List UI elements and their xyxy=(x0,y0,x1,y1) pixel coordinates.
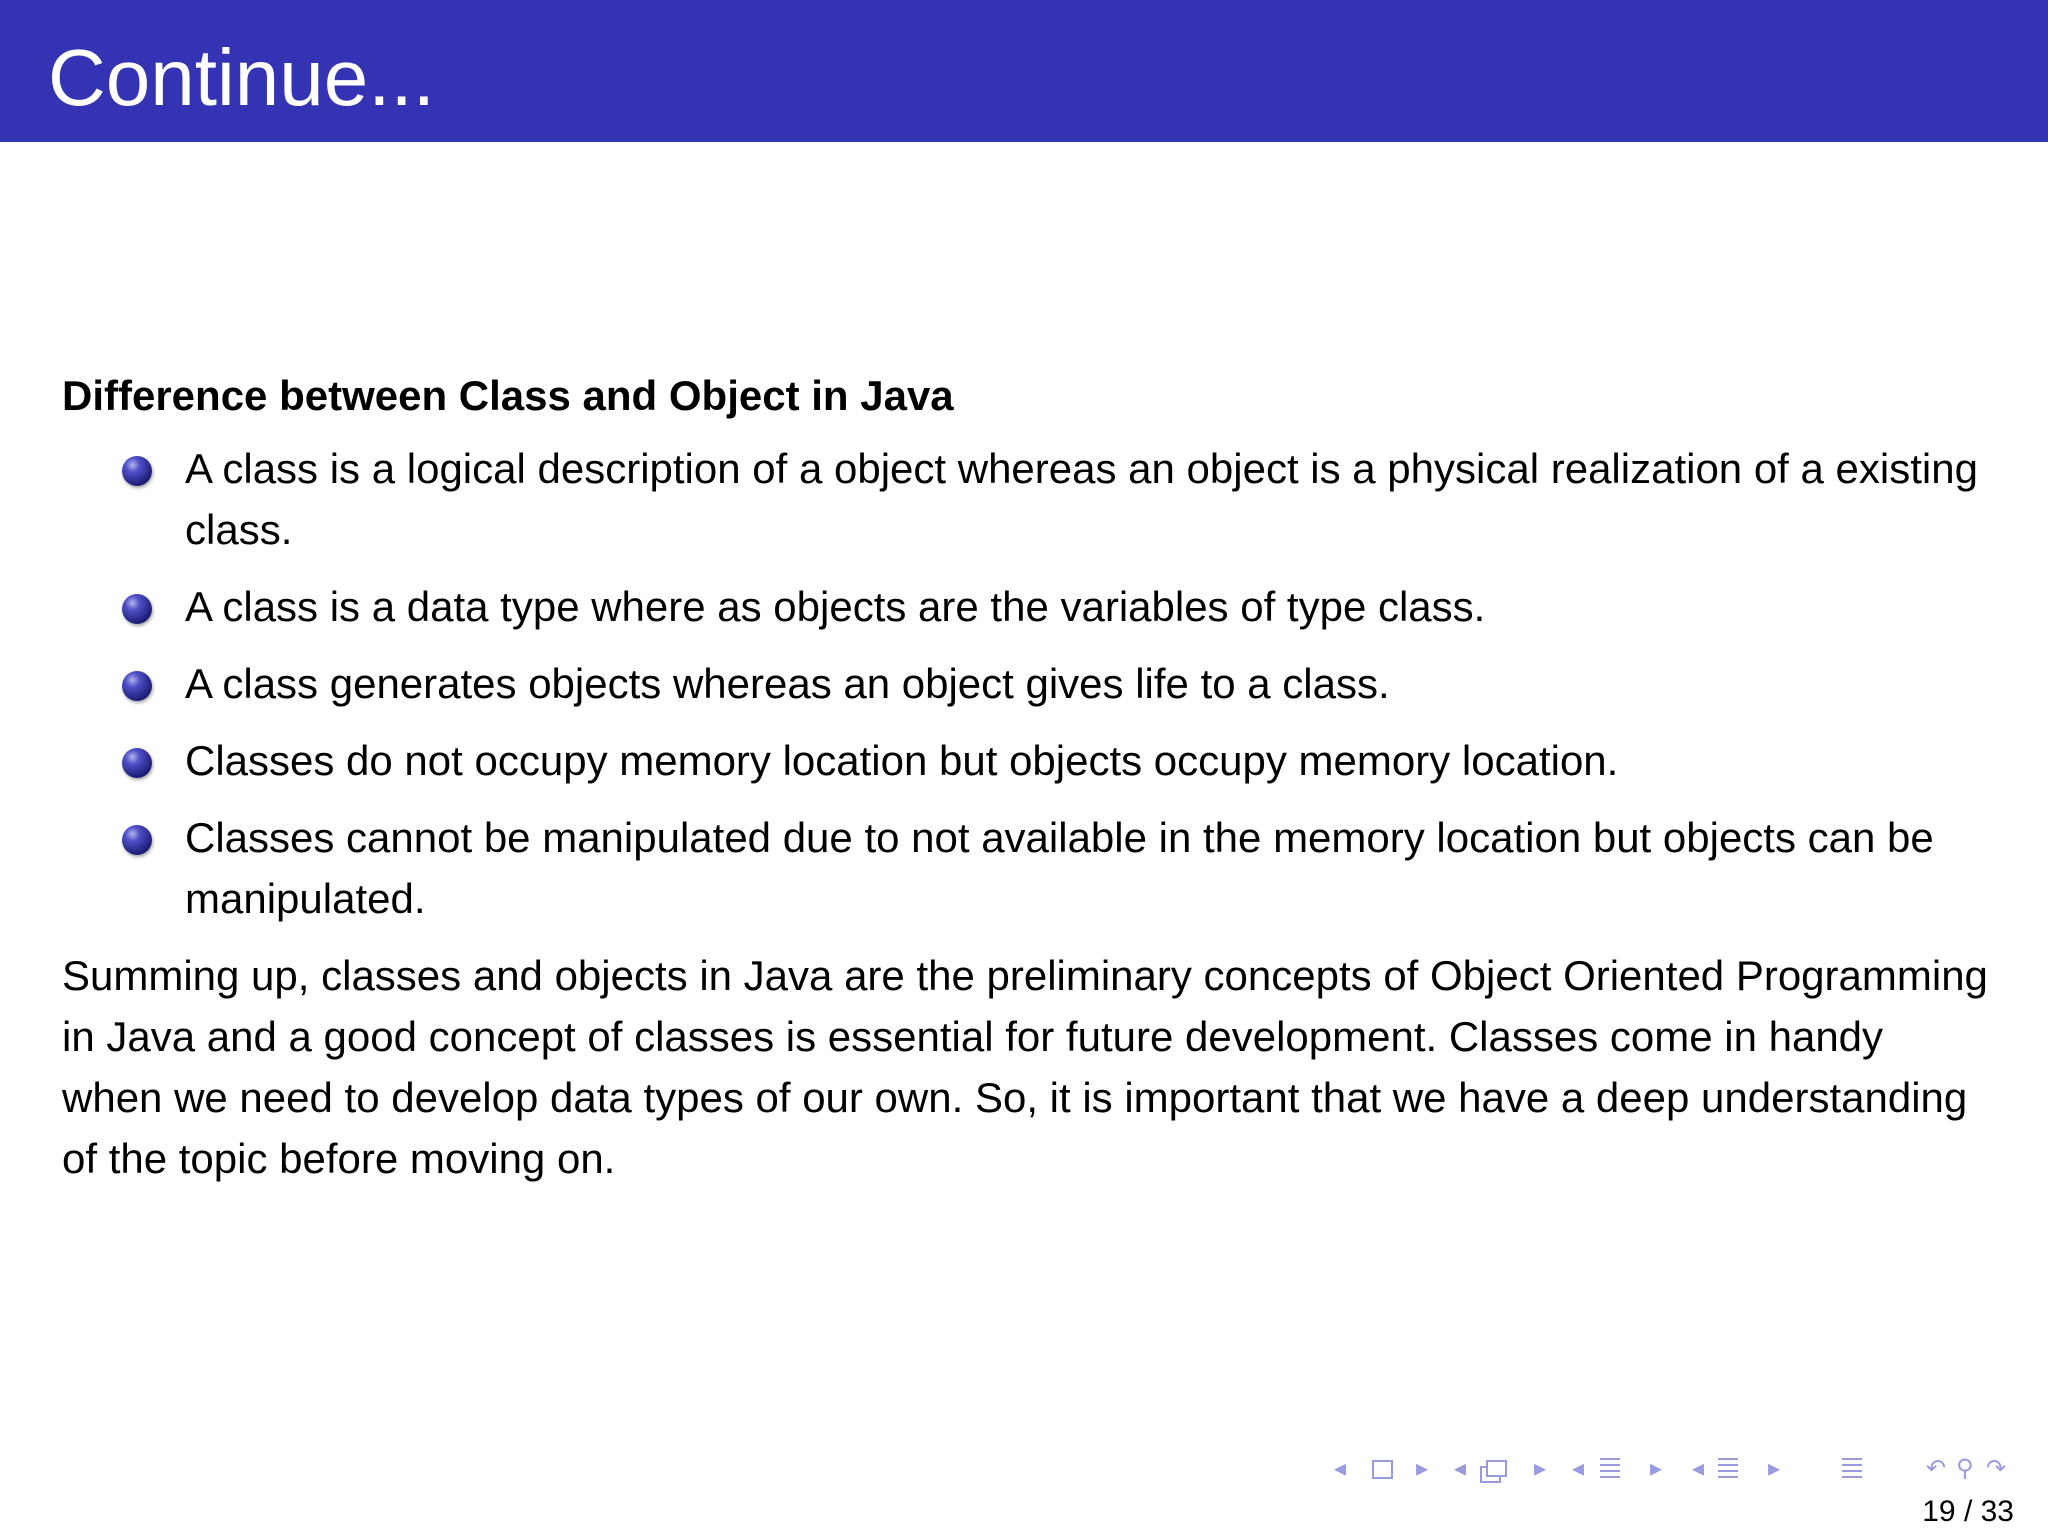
section-heading: Difference between Class and Object in Java xyxy=(62,372,954,419)
appendix-icon[interactable] xyxy=(1842,1458,1862,1480)
section-icon[interactable] xyxy=(1600,1458,1620,1480)
bullet-item-3 xyxy=(185,653,1992,714)
bullet-ball-icon xyxy=(122,825,152,855)
arrow-right-icon[interactable]: ▸ xyxy=(1768,1455,1781,1482)
search-icon[interactable]: ⚲ xyxy=(1956,1455,1974,1482)
slide-content xyxy=(62,366,1992,1189)
slide-title: Continue... xyxy=(48,33,435,122)
bullet-item-2 xyxy=(185,576,1992,637)
arrow-left-icon[interactable]: ◂ xyxy=(1572,1455,1585,1482)
bullet-text: A class generates objects whereas an object gives life to a class. xyxy=(185,660,1390,707)
bullet-list xyxy=(62,438,1992,929)
bullet-text: Classes cannot be manipulated due to not available in the memory location but objects can be manipulated. xyxy=(185,814,1934,922)
page-number: 19 / 33 xyxy=(1922,1495,2014,1528)
bullet-text: Classes do not occupy memory location but objects occupy memory location. xyxy=(185,737,1619,784)
document-icon[interactable] xyxy=(1718,1458,1738,1480)
beamer-navigation-bar xyxy=(1330,1452,2030,1486)
subsection-icon[interactable] xyxy=(1480,1458,1506,1482)
arrow-left-icon[interactable]: ◂ xyxy=(1692,1455,1705,1482)
bullet-item-4 xyxy=(185,730,1992,791)
bullet-ball-icon xyxy=(122,456,152,486)
arrow-left-icon[interactable]: ◂ xyxy=(1454,1455,1467,1482)
bullet-ball-icon xyxy=(122,748,152,778)
redo-icon[interactable]: ↷ xyxy=(1986,1455,2007,1482)
bullet-ball-icon xyxy=(122,671,152,701)
frame-icon[interactable] xyxy=(1372,1460,1393,1479)
bullet-text: A class is a data type where as objects are the variables of type class. xyxy=(185,583,1486,630)
bullet-item-1 xyxy=(185,438,1992,560)
arrow-left-icon[interactable]: ◂ xyxy=(1334,1455,1347,1482)
arrow-right-icon[interactable]: ▸ xyxy=(1534,1455,1547,1482)
bullet-ball-icon xyxy=(122,594,152,624)
undo-icon[interactable]: ↶ xyxy=(1926,1455,1947,1482)
bullet-text: A class is a logical description of a object whereas an object is a physical realization of a existing class. xyxy=(185,445,1978,553)
arrow-right-icon[interactable]: ▸ xyxy=(1416,1455,1429,1482)
arrow-right-icon[interactable]: ▸ xyxy=(1650,1455,1663,1482)
title-bar xyxy=(0,0,2048,142)
bullet-item-5 xyxy=(185,807,1992,929)
summary-paragraph: Summing up, classes and objects in Java are the preliminary concepts of Object Oriented Programming in Java and a good concept of classes is essential for future development. Classes come in handy when we need to develop data types of our own. So, it is important that we have a deep understanding of the topic before moving on. xyxy=(62,952,1988,1182)
